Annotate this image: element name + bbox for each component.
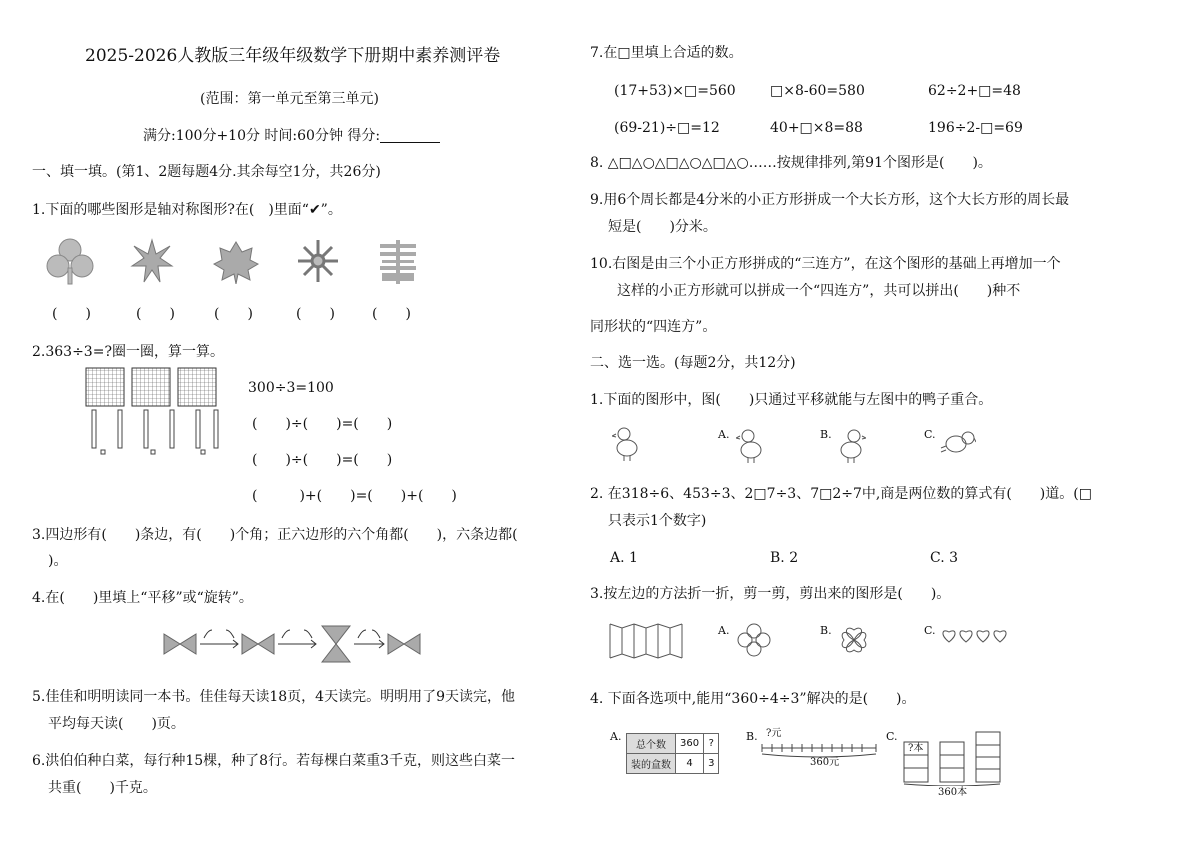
table-cell: ? [704, 734, 719, 754]
q2-line[interactable]: ( )+( )=( )+( ) [252, 488, 457, 504]
q7-equation[interactable]: □×8-60=580 [770, 83, 865, 99]
q7-equation[interactable]: 196÷2-□=69 [928, 120, 1023, 136]
q10-text-cont: 这样的小正方形就可以拼成一个“四连方”，共可以拼出( )种不 [617, 283, 1021, 299]
folded-paper-icon [608, 620, 688, 662]
duck-icon [836, 428, 866, 464]
score-blank[interactable] [380, 128, 440, 143]
snowflake-shape [296, 238, 340, 284]
table-cell: 总个数 [627, 734, 676, 754]
q6-text-cont: 共重( )千克。 [48, 780, 157, 796]
q4-text: 4.在( )里填上“平移”或“旋转”。 [32, 590, 253, 606]
s2q2-option[interactable]: B. 2 [770, 550, 799, 566]
q7-equation[interactable]: 62÷2+□=48 [928, 83, 1021, 99]
duck-icon [612, 426, 642, 462]
q9-text-cont: 短是( )分米。 [608, 219, 717, 235]
table-cell: 4 [676, 754, 704, 774]
duck-option-label[interactable]: B. [820, 428, 832, 441]
hearts-cutout-icon [836, 622, 872, 658]
q3-text: 3.四边形有( )条边，有( )个角；正六边形的六个角都( )，六条边都( [32, 527, 518, 543]
s2q2-text: 2. 在318÷6、453÷3、2□7÷3、7□2÷7中,商是两位数的算式有( )道。(□ [590, 486, 1092, 502]
q4-option-label[interactable]: C. [886, 730, 898, 743]
heart-chain-icon [940, 626, 1010, 646]
q7-equation[interactable]: 40+□×8=88 [770, 120, 863, 136]
q5-text-cont: 平均每天读( )页。 [48, 716, 185, 732]
q1-answer-paren[interactable]: ( ) [296, 306, 335, 322]
q4-option-label[interactable]: B. [746, 730, 758, 743]
q8-text: 8. △□△○△□△○△□△○……按规律排列,第91个图形是( )。 [590, 155, 992, 171]
q7-equation[interactable]: (17+53)×□=560 [614, 83, 736, 99]
fold-option-label[interactable]: A. [718, 624, 730, 637]
q4-c-bottom-label: 360本 [938, 787, 968, 798]
q2-line[interactable]: ( )÷( )=( ) [252, 416, 393, 432]
table-cell: 装的盒数 [627, 754, 676, 774]
s2q3-text: 3.按左边的方法折一折，剪一剪，剪出来的图形是( )。 [590, 586, 951, 602]
q1-text: 1.下面的哪些图形是轴对称图形?在( )里面“✔”。 [32, 202, 342, 218]
table-cell: 3 [704, 754, 719, 774]
table-cell: 360 [676, 734, 704, 754]
q4-b-bottom-label: 360元 [810, 757, 840, 768]
s2q2-option[interactable]: C. 3 [930, 550, 959, 566]
duck-option-label[interactable]: C. [924, 428, 936, 441]
q4-c-top-label: ?本 [908, 743, 924, 754]
clover-cutout-icon [736, 622, 772, 658]
star-shape [130, 238, 174, 284]
bowtie-transform-figure [160, 624, 430, 664]
segment-bar-diagram [760, 740, 880, 758]
q1-answer-paren[interactable]: ( ) [52, 306, 91, 322]
exam-scope: (范围：第一单元至第三单元) [200, 91, 379, 107]
section1-heading: 一、填一填。(第1、2题每题4分.其余每空1分，共26分) [32, 164, 381, 180]
q2-line[interactable]: ( )÷( )=( ) [252, 452, 393, 468]
q2-text: 2.363÷3=?圈一圈，算一算。 [32, 344, 224, 360]
fold-option-label[interactable]: B. [820, 624, 832, 637]
q7-equation[interactable]: (69-21)÷□=12 [614, 120, 720, 136]
q1-answer-paren[interactable]: ( ) [372, 306, 411, 322]
q5-text: 5.佳佳和明明读同一本书。佳佳每天读18页，4天读完。明明用了9天读完，他 [32, 689, 515, 705]
q4-option-a-table [626, 733, 719, 774]
stacked-books-diagram [902, 730, 1002, 786]
clover-shape [46, 238, 94, 286]
q10-text: 10.右图是由三个小正方形拼成的“三连方”，在这个图形的基础上再增加一个 [590, 256, 1061, 272]
q1-answer-paren[interactable]: ( ) [136, 306, 175, 322]
s2q1-text: 1.下面的图形中，图( )只通过平移就能与左图中的鸭子重合。 [590, 392, 993, 408]
q2-line: 300÷3=100 [248, 380, 334, 396]
q4-b-top-label: ?元 [766, 728, 782, 739]
q4-option-label[interactable]: A. [610, 730, 622, 743]
q7-text: 7.在□里填上合适的数。 [590, 45, 743, 61]
leaf-shape [212, 240, 260, 284]
q6-text: 6.洪伯伯种白菜，每行种15棵，种了8行。若每棵白菜重3千克，则这些白菜一 [32, 753, 515, 769]
s2q4-text: 4. 下面各选项中,能用“360÷4÷3”解决的是( )。 [590, 691, 916, 707]
q9-text: 9.用6个周长都是4分米的小正方形拼成一个大长方形，这个大长方形的周长最 [590, 192, 1070, 208]
exam-meta: 满分:100分+10分 时间:60分钟 得分: [143, 128, 440, 143]
duck-option-label[interactable]: A. [718, 428, 730, 441]
q10-text-end: 同形状的“四连方”。 [590, 319, 717, 335]
fold-option-label[interactable]: C. [924, 624, 936, 637]
exam-title: 2025-2026人教版三年级年级数学下册期中素养测评卷 [85, 46, 501, 66]
base-ten-blocks [84, 366, 224, 456]
section2-heading: 二、选一选。(每题2分，共12分) [590, 355, 796, 371]
s2q2-text-cont: 只表示1个数字) [608, 513, 707, 529]
duck-icon [736, 428, 766, 464]
double-happiness-shape [376, 240, 420, 284]
q1-answer-paren[interactable]: ( ) [214, 306, 253, 322]
q3-text-cont: )。 [48, 553, 68, 569]
s2q2-option[interactable]: A. 1 [610, 550, 638, 566]
duck-icon [940, 428, 976, 458]
